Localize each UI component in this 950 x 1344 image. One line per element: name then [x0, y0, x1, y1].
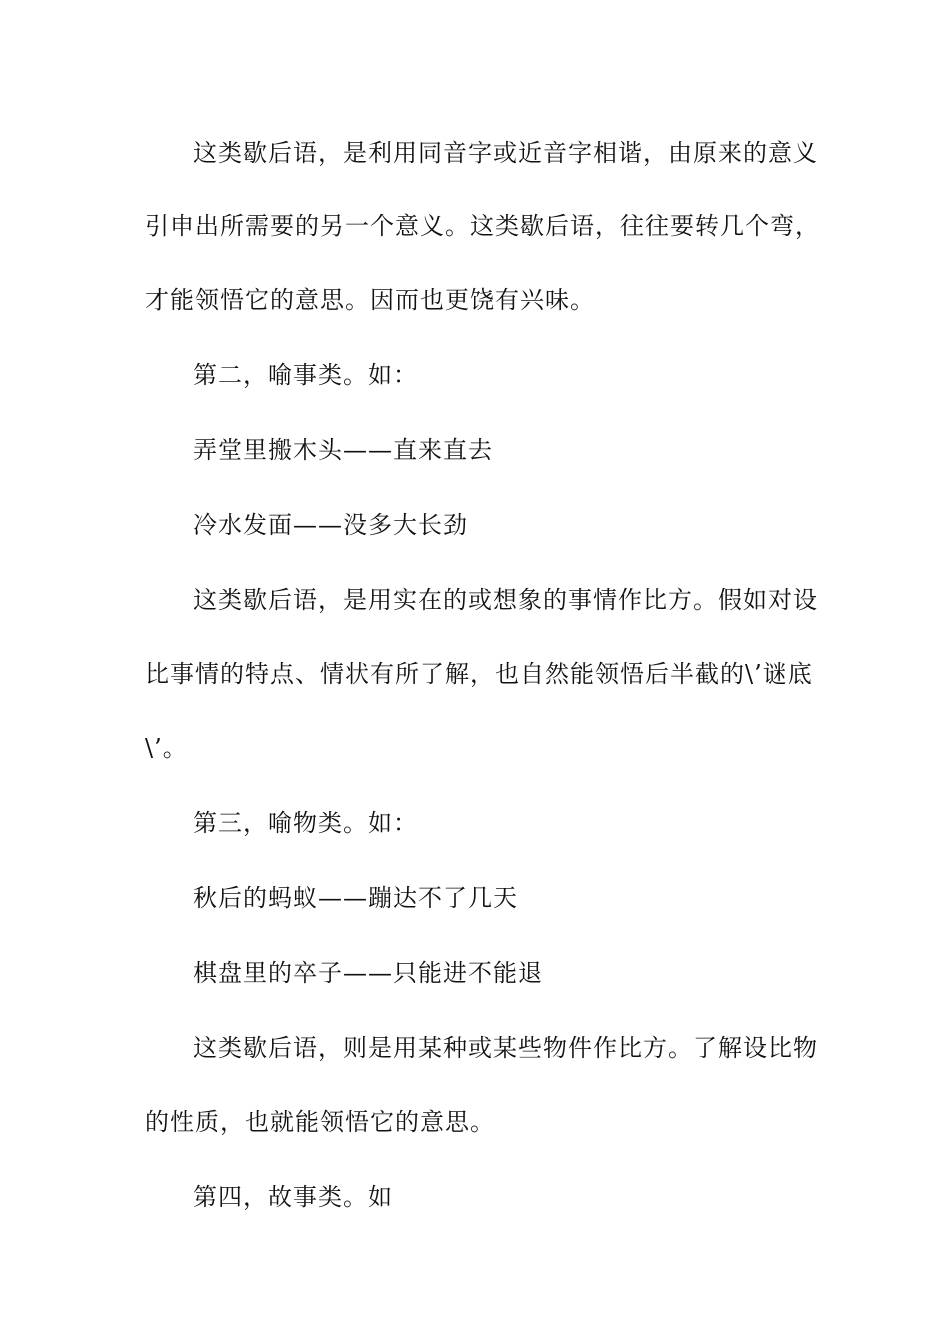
example-line: 秋后的蚂蚁——蹦达不了几天: [193, 884, 518, 912]
section-heading: 第三，喻物类。如：: [193, 809, 418, 837]
section-heading: 第二，喻事类。如：: [193, 361, 418, 389]
example-line: 冷水发面——没多大长劲: [193, 511, 468, 539]
example-line: 弄堂里搬木头——直来直去: [193, 436, 493, 464]
paragraph-line: 的性质，也就能领悟它的意思。: [145, 1108, 495, 1136]
paragraph-line: 引申出所需要的另一个意义。这类歇后语，往往要转几个弯，: [145, 212, 820, 240]
paragraph-line: 这类歇后语，是用实在的或想象的事情作比方。假如对设: [193, 586, 818, 614]
example-line: 棋盘里的卒子——只能进不能退: [193, 959, 543, 987]
paragraph-line: \’。: [145, 734, 188, 762]
paragraph-line: 这类歇后语，则是用某种或某些物件作比方。了解设比物: [193, 1034, 818, 1062]
section-heading: 第四，故事类。如: [193, 1183, 393, 1211]
paragraph-line: 才能领悟它的意思。因而也更饶有兴味。: [145, 286, 595, 314]
paragraph-line: 比事情的特点、情状有所了解，也自然能领悟后半截的\’谜底: [145, 660, 813, 688]
paragraph-line: 这类歇后语，是利用同音字或近音字相谐，由原来的意义: [193, 139, 818, 167]
